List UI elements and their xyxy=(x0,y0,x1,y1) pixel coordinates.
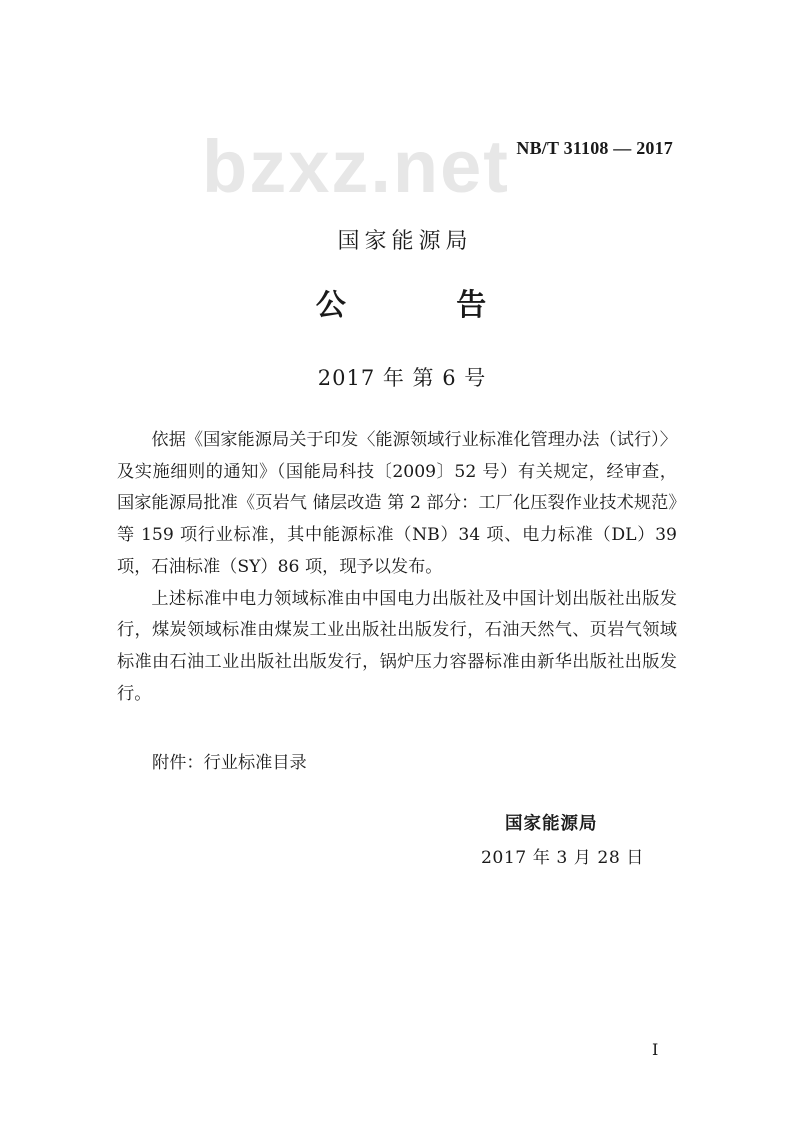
body-paragraph-2: 上述标准中电力领域标准由中国电力出版社及中国计划出版社出版发行，煤炭领域标准由煤炭工业出版社出版发行，石油天然气、页岩气领域标准由石油工业出版社出版发行，锅炉压力容器标准由新华出版社出版发行。 xyxy=(117,588,677,704)
standard-code: NB/T 31108 — 2017 xyxy=(516,138,673,158)
issuer-title: 国家能源局 xyxy=(337,229,473,254)
signature-date: 2017 年 3 月 28 日 xyxy=(481,848,644,868)
document-type: 公 告 xyxy=(315,288,537,323)
notice-body xyxy=(117,425,677,710)
signature-org: 国家能源局 xyxy=(505,814,598,834)
body-paragraph-1: 依据《国家能源局关于印发〈能源领域行业标准化管理办法（试行）〉及实施细则的通知》（国能局科技〔2009〕52 号）有关规定，经审查，国家能源局批准《页岩气 储层改造 第 2 部分：工厂化压裂作业技术规范》等 159 项行业标准，其中能源标准（NB）34 项、电力标准（DL）39 项，石油标准（SY）86 项，现予以发布。 xyxy=(117,430,677,577)
watermark: bzxz.net xyxy=(202,125,510,208)
page-number: I xyxy=(652,1040,659,1059)
document-number: 2017 年 第 6 号 xyxy=(317,366,487,390)
attachment-line: 附件：行业标准目录 xyxy=(152,753,307,773)
